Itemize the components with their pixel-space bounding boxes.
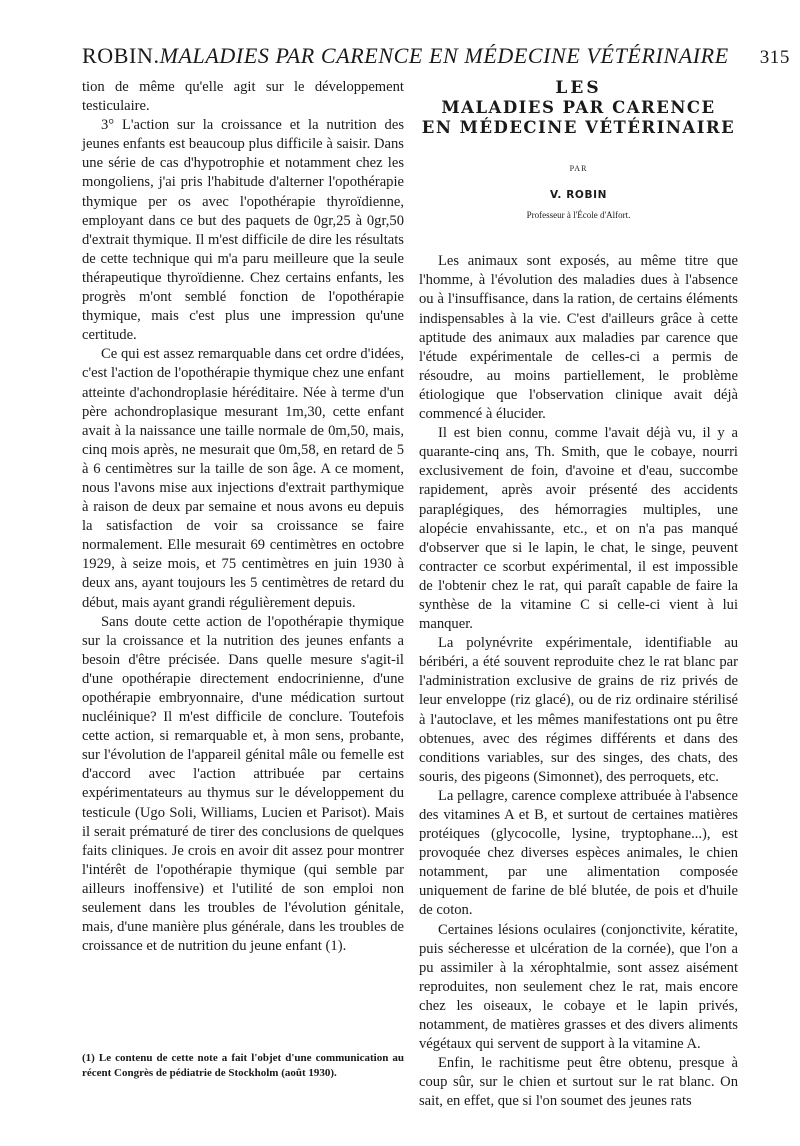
left-column [82, 78, 404, 956]
right-paragraph: Il est bien connu, comme l'avait déjà vu, il y a quarante-cinq ans, Th. Smith, que le cobaye, nourri exclusivement de foin, d'avoine et d'eau, succombe rapidement, après avoir présenté des accidents paraplégiques, des hémorragies multiples, une alopécie envahissante, etc., et on n'a pas manqué d'observer que si le lapin, le chat, le singe, peuvent contracter ce scorbut expérimental, il est impossible de l'obtenir chez le rat, qui paraît capable de faire la synthèse de la vitamine C si celle-ci vient à lui manquer. [419, 425, 738, 633]
article-title-line: EN MÉDECINE VÉTÉRINAIRE [421, 118, 736, 137]
byline-par: PAR [569, 164, 588, 173]
right-column [419, 78, 738, 1112]
article-title-line: MALADIES PAR CARENCE [441, 98, 716, 117]
left-paragraph: 3° L'action sur la croissance et la nutrition des jeunes enfants est beaucoup plus difficile à saisir. Dans une série de cas d'hypotrophie et notamment chez les mongoliens, j'ai pris l'habitude d'alterner l'opothérapie thymique per os avec l'opothérapie thyroïdienne, employant dans ce but des paquets de 0gr,25 à 0gr,50 d'extrait thymique. Il m'est difficile de dire les résultats de cette technique qui m'a paru meilleure que la seule thérapeutique thyroïdienne. Chez certains enfants, les progrès m'ont semblé fonction de l'opothérapie thymique, mais c'est plus une impression qu'une certitude. [82, 117, 404, 344]
page-number: 315 [759, 47, 790, 68]
byline-author: V. ROBIN [550, 189, 607, 202]
article-title [419, 78, 738, 138]
byline-affiliation: Professeur à l'École d'Alfort. [526, 210, 631, 221]
running-head-title: MALADIES PAR CARENCE EN MÉDECINE VÉTÉRINAIRE [159, 43, 729, 68]
right-paragraph: Enfin, le rachitisme peut être obtenu, presque à coup sûr, sur le chien et surtout sur le rat blanc. On sait, en effet, que si l'on soumet des jeunes rats [419, 1055, 738, 1110]
running-head-author: ROBIN. [82, 43, 160, 68]
right-paragraph: Les animaux sont exposés, au même titre que l'homme, à l'évolution des maladies dues à l'absence ou à l'insuffisance, dans la ration, de certains éléments indispensables à la vie. C'est d'ailleurs grâce à cette aptitude des animaux aux maladies par carence que l'étude expérimentale de celles-ci a permis de résoudre, au moins partiellement, le problème étiologique que l'observation clinique avait déjà commencé à élucider. [419, 253, 738, 423]
article-title-line: LES [555, 78, 602, 98]
left-paragraph: Ce qui est assez remarquable dans cet ordre d'idées, c'est l'action de l'opothérapie thymique chez une enfant atteinte d'achondroplasie héréditaire. Née à terme d'un père achondroplasique mesurant 1m,30, cette enfant avait à la naissance une taille normale de 0m,50, mais, cinq mois après, ne mesurait que 0m,58, en retard de 5 à 6 centimètres sur la taille de son âge. A ce moment, nous l'avons mise aux injections d'extrait parthymique à raison de deux par semaine et nous avons eu depuis la satisfaction de voir sa croissance se faire normalement. Elle mesurait 69 centimètres en octobre 1929, à seize mois, et 75 centimètres en juin 1930 à deux ans, ayant toujours les 5 centimètres de retard du début, mais ayant grandi régulièrement depuis. [82, 346, 404, 611]
footnote: (1) Le contenu de cette note a fait l'objet d'une communication au récent Congrès de pédiatrie de Stockholm (août 1930). [82, 1052, 404, 1079]
right-paragraph: La pellagre, carence complexe attribuée à l'absence des vitamines A et B, et surtout de certaines matières protéiques (glycocolle, lysine, tryptophane...), est provoquée chez diverses espèces animales, le chien notamment, par une alimentation composée uniquement de farine de blé blutée, de pois et d'huile de coton. [419, 787, 738, 919]
left-paragraph: Sans doute cette action de l'opothérapie thymique sur la croissance et la nutrition des jeunes enfants a besoin d'être précisée. Dans quelle mesure s'agit-il d'une opothérapie directement endocrinienne, d'une opothérapie embryonnaire, d'une médication surtout nucléinique? Il m'est difficile de conclure. Toutefois cette action, si remarquable et, à mon sens, probante, sur l'évolution de l'appareil génital mâle ou femelle est d'accord avec l'action attribuée par certains expérimentateurs au thymus sur le développement du testicule (Ugo Soli, Williams, Lucien et Parisot). Mais il serait prématuré de tirer des conclusions de quelques faits cliniques. Je crois en avoir dit assez pour montrer l'intérêt de l'opothérapie thymique (qui semble par ailleurs inoffensive) et l'utilité de son emploi non seulement dans les troubles de l'évolution génitale, mais, d'une manière plus générale, dans les troubles de croissance et de nutrition du jeune enfant (1). [82, 613, 404, 955]
running-head [82, 43, 790, 69]
right-paragraph: La polynévrite expérimentale, identifiable au béribéri, a été souvent reproduite chez le rat blanc par l'administration exclusive de grains de riz privés de leur enveloppe (riz glacé), ou de riz ordinaire stérilisé à l'autoclave, et les mêmes manifestations ont pu être obtenues, avec des régimes différents et dans des conditions variables, sur des singes, des chats, des souris, des pigeons (Simonnet), des perroquets, etc. [419, 635, 738, 785]
left-paragraph: tion de même qu'elle agit sur le développement testiculaire. [82, 79, 404, 115]
right-paragraph: Certaines lésions oculaires (conjonctivite, kératite, puis sécheresse et ulcération de la cornée), que l'on a pu assimiler à la xérophtalmie, sont assez aisément reproduites, non seulement chez le rat, mais encore chez les oiseaux, le cobaye et le lapin privés, notamment, de matières grasses et des divers aliments végétaux qui servent de support à la vitamine A. [419, 921, 738, 1053]
